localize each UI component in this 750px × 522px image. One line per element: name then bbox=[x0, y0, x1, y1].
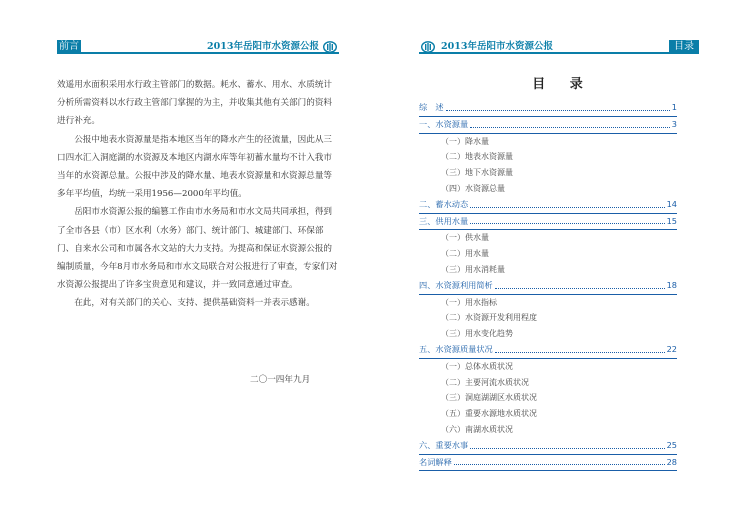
right-page bbox=[375, 0, 750, 522]
toc-subentry[interactable]: （一）降水量 bbox=[441, 136, 489, 146]
toc-title: 目 录 bbox=[532, 77, 593, 92]
toc-entry-page: 3 bbox=[671, 118, 677, 129]
preface-paragraph: 公报中地表水资源量是指本地区当年的降水产生的径流量，因此从三口四水汇入洞庭湖的水资源及本地区内湖水库等年初蓄水量均不计入我市当年的水资源总量。公报中涉及的降水量、地表水资源量和水资源总量等多年平均值，均统一采用1956—2000年平均值。 bbox=[57, 134, 333, 200]
left-header bbox=[57, 40, 339, 54]
toc-entry-page: 14 bbox=[666, 198, 677, 209]
toc-entry-page: 28 bbox=[666, 456, 677, 467]
toc-leader-dots bbox=[470, 438, 664, 449]
toc-leader-dots bbox=[470, 197, 664, 208]
toc-subentry[interactable]: （一）供水量 bbox=[441, 233, 489, 243]
preface-paragraph: 效遥用水面积采用水行政主管部门的数据。耗水、蓄水、用水、水质统计分析所需资料以水行政主管部门掌握的为主，并收集其他有关部门的资料进行补充。 bbox=[57, 80, 333, 127]
toc-entry-page: 15 bbox=[666, 215, 677, 226]
toc-entry-label: 三、供用水量 bbox=[419, 215, 469, 226]
toc-entry-page: 22 bbox=[666, 343, 677, 354]
toc-entry-label: 名词解释 bbox=[419, 456, 452, 467]
toc-leader-dots bbox=[495, 278, 665, 289]
toc-entry[interactable] bbox=[419, 100, 677, 117]
preface-date: 二〇一四年九月 bbox=[250, 375, 311, 385]
header-title: 2013年岳阳市水资源公报 bbox=[441, 41, 553, 52]
toc-leader-dots bbox=[470, 214, 664, 225]
toc-entry-page: 18 bbox=[666, 279, 677, 290]
toc-subentry[interactable]: （三）用水消耗量 bbox=[441, 264, 505, 274]
header-tab-contents: 目录 bbox=[669, 40, 699, 54]
toc-entry-label: 六、重要水事 bbox=[419, 439, 469, 450]
toc-subentry[interactable]: （一）总体水质状况 bbox=[441, 361, 513, 371]
toc-subentry[interactable]: （二）水资源开发利用程度 bbox=[441, 313, 537, 323]
toc-subentry[interactable]: （二）主要河流水质状况 bbox=[441, 377, 529, 387]
toc-entry-label: 一、水资源量 bbox=[419, 118, 469, 129]
toc-leader-dots bbox=[446, 100, 670, 111]
right-header bbox=[419, 40, 699, 54]
toc-subentry[interactable]: （六）南湖水质状况 bbox=[441, 424, 513, 434]
toc-entry[interactable] bbox=[419, 197, 677, 214]
toc-subentry[interactable]: （一）用水指标 bbox=[441, 297, 497, 307]
hydrology-logo-icon bbox=[421, 41, 435, 53]
toc-entry[interactable] bbox=[419, 278, 677, 295]
toc-entry[interactable] bbox=[419, 117, 677, 134]
toc-entry-label: 综 述 bbox=[419, 102, 444, 112]
toc-entry[interactable] bbox=[419, 438, 677, 455]
preface-body bbox=[57, 76, 339, 313]
table-of-contents bbox=[419, 100, 677, 471]
header-tab-preface: 前言 bbox=[59, 41, 79, 52]
toc-entry-page: 1 bbox=[671, 102, 677, 112]
toc-subentry[interactable]: （三）洞庭湖湖区水质状况 bbox=[441, 393, 537, 403]
hydrology-logo-icon bbox=[323, 41, 337, 53]
toc-entry[interactable] bbox=[419, 342, 677, 359]
toc-entry-label: 五、水资源质量状况 bbox=[419, 343, 493, 354]
toc-entry[interactable] bbox=[419, 455, 677, 472]
toc-subentry[interactable]: （五）重要水源地水质状况 bbox=[441, 409, 537, 419]
toc-subentry[interactable]: （四）水资源总量 bbox=[441, 183, 505, 193]
toc-subentry[interactable]: （三）用水变化趋势 bbox=[441, 329, 513, 339]
toc-leader-dots bbox=[470, 117, 670, 128]
toc-subentry[interactable]: （三）地下水资源量 bbox=[441, 168, 513, 178]
preface-paragraph: 岳阳市水资源公报的编篡工作由市水务局和市水文局共同承担，得到了全市各县（市）区水利（水务）部门、统计部门、城建部门、环保部门、自来水公司和市属各水文站的大力支持。为提高和保证水资源公报的编制质量，今年8月市水务局和市水文局联合对公报进行了审查，专家们对水资源公报提出了许多宝贵意见和建议，并一致同意通过审查。 bbox=[57, 207, 338, 291]
toc-entry-label: 二、蓄水动态 bbox=[419, 198, 469, 209]
toc-leader-dots bbox=[495, 342, 665, 353]
toc-entry-label: 四、水资源利用简析 bbox=[419, 279, 493, 290]
toc-subentry[interactable]: （二）用水量 bbox=[441, 249, 489, 259]
toc-subentry[interactable]: （二）地表水资源量 bbox=[441, 152, 513, 162]
header-title: 2013年岳阳市水资源公报 bbox=[207, 41, 319, 52]
preface-paragraph: 在此，对有关部门的关心、支持、提供基础资料一并表示感谢。 bbox=[74, 298, 315, 309]
toc-entry[interactable] bbox=[419, 214, 677, 231]
toc-entry-page: 25 bbox=[666, 439, 677, 450]
toc-leader-dots bbox=[454, 455, 665, 466]
